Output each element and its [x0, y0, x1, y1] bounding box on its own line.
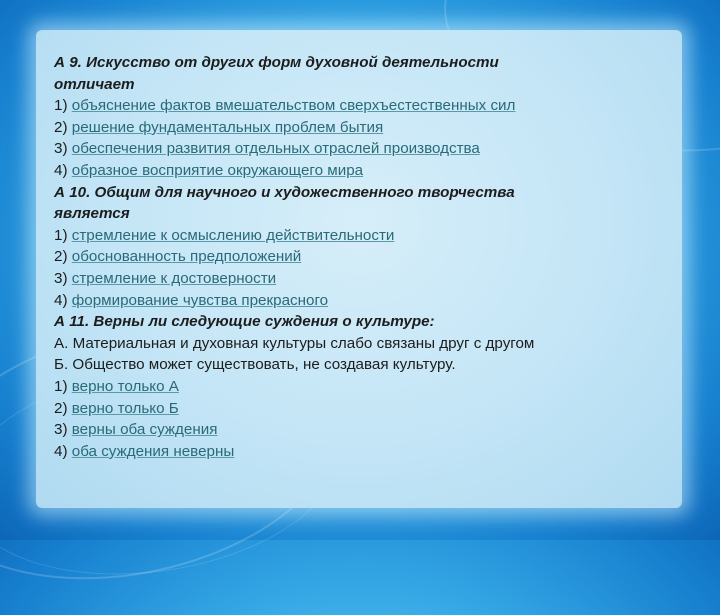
- statement: А. Материальная и духовная культуры слабо связаны друг с другом: [54, 334, 535, 352]
- option-number: 3): [54, 140, 68, 158]
- option-number: 4): [54, 291, 68, 309]
- answer-option[interactable]: [54, 441, 674, 463]
- option-text[interactable]: верно только А: [71, 377, 179, 395]
- option-text[interactable]: обеспечения развития отдельных отраслей производства: [71, 140, 480, 158]
- answer-option[interactable]: [54, 398, 674, 420]
- answer-option[interactable]: [54, 117, 674, 139]
- option-text[interactable]: образное восприятие окружающего мира: [71, 161, 364, 179]
- answer-option[interactable]: [54, 225, 674, 247]
- option-number: 3): [54, 269, 68, 287]
- question-a11: [54, 311, 674, 462]
- option-text[interactable]: стремление к достоверности: [71, 269, 277, 287]
- option-number: 1): [54, 226, 68, 244]
- option-text[interactable]: стремление к осмыслению действительности: [71, 226, 395, 244]
- question-a9: [54, 52, 674, 182]
- answer-option[interactable]: [54, 290, 674, 312]
- option-number: 2): [54, 118, 68, 136]
- option-number: 1): [54, 97, 68, 115]
- question-title: А 10. Общим для научного и художественного творчества: [54, 183, 515, 201]
- answer-option[interactable]: [54, 138, 674, 160]
- question-a10: [54, 182, 674, 312]
- option-text[interactable]: объяснение фактов вмешательством сверхъестественных сил: [71, 97, 516, 115]
- question-title: отличает: [54, 75, 135, 93]
- option-number: 4): [54, 442, 68, 460]
- option-number: 1): [54, 377, 68, 395]
- option-number: 3): [54, 421, 68, 439]
- option-number: 4): [54, 161, 68, 179]
- answer-option[interactable]: [54, 376, 674, 398]
- option-text[interactable]: решение фундаментальных проблем бытия: [71, 118, 384, 136]
- option-text[interactable]: верно только Б: [71, 399, 179, 417]
- question-title: является: [54, 205, 130, 223]
- answer-option[interactable]: [54, 246, 674, 268]
- option-text[interactable]: оба суждения неверны: [71, 442, 235, 460]
- option-text[interactable]: обоснованность предположений: [71, 248, 302, 266]
- question-title: А 11. Верны ли следующие суждения о культуре:: [54, 313, 435, 331]
- answer-option[interactable]: [54, 95, 674, 117]
- question-title: А 9. Искусство от других форм духовной деятельности: [54, 54, 499, 71]
- slide-content: [54, 52, 674, 462]
- option-text[interactable]: верны оба суждения: [71, 421, 218, 439]
- answer-option[interactable]: [54, 160, 674, 182]
- answer-option[interactable]: [54, 419, 674, 441]
- option-text[interactable]: формирование чувства прекрасного: [71, 291, 329, 309]
- answer-option[interactable]: [54, 268, 674, 290]
- option-number: 2): [54, 248, 68, 266]
- statement: Б. Общество может существовать, не создавая культуру.: [54, 356, 456, 374]
- option-number: 2): [54, 399, 68, 417]
